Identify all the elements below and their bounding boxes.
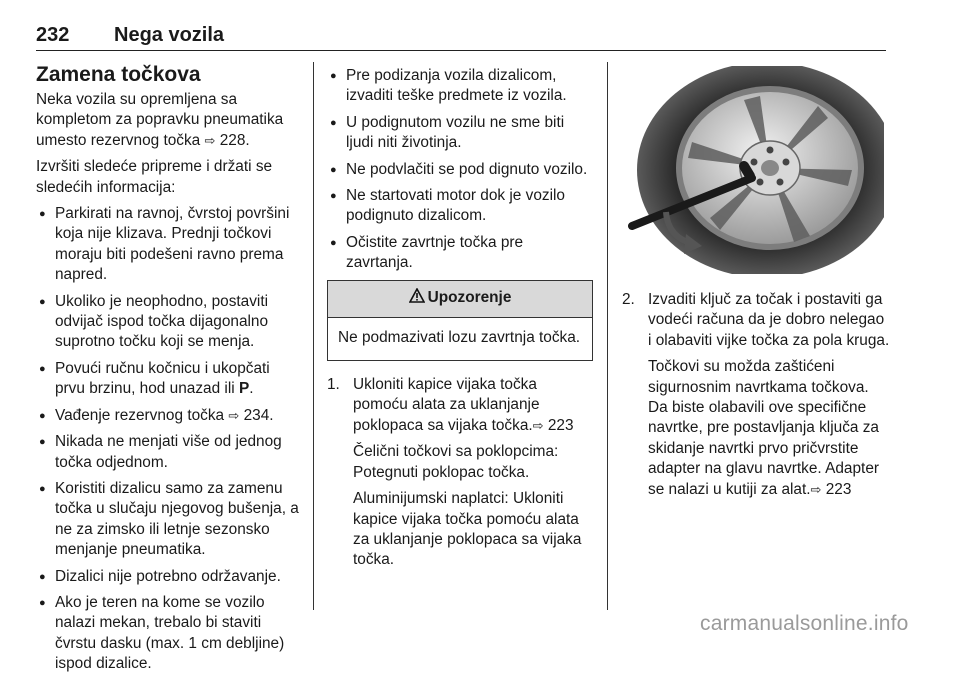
warning-title: Upozorenje — [427, 289, 512, 307]
warning-triangle-icon — [409, 288, 425, 309]
warning-header — [328, 281, 592, 318]
intro-paragraph: Neka vozila su opremljena sa kompletom za popravku pneumatika umesto rezervnog točka ⇨ 228. — [36, 91, 284, 149]
page-header — [36, 22, 886, 51]
list-item: ● Parkirati na ravnoj, čvrstoj površini koja nije klizava. Prednji točkovi moraju biti podešeni ravno prema napred. — [36, 204, 302, 286]
column-divider-left — [313, 62, 314, 610]
step-item: 2. Izvaditi ključ za točak i postaviti ga vodeći računa da je dobro nelegao i olabaviti vijke točka za pola kruga. Točkovi su možda zaštićeni sigurnosnim navrtkama točkova. Da biste olabavili ove specifične navrtke, pre postavljanja ključa za skidanje navrtki prvo pričvrstite adapter na glavu navrtke. Adapter se nalazi u kutiji za alat.⇨ 223 — [622, 291, 890, 498]
page-reference[interactable]: 228. — [219, 131, 250, 149]
reference-arrow-icon: ⇨ — [204, 132, 216, 148]
list-item: ● Ukoliko je neophodno, postaviti odvijač ispod točka dijagonalno suprotno točku koji se menja. — [36, 292, 302, 353]
list-item: ● U podignutom vozilu ne sme biti ljudi niti životinja. — [327, 113, 593, 154]
reference-arrow-icon: ⇨ — [228, 407, 240, 423]
steps-list — [622, 290, 890, 500]
list-item: ● Nikada ne menjati više od jednog točka odjednom. — [36, 432, 302, 473]
safety-list — [327, 66, 593, 274]
reference-arrow-icon: ⇨ — [532, 417, 544, 433]
warning-text: Ne podmazivati lozu zavrtnja točka. — [338, 328, 581, 346]
column-2 — [327, 66, 593, 577]
column-1 — [36, 62, 302, 681]
chapter-title: Nega vozila — [114, 24, 225, 46]
column-3 — [622, 290, 890, 506]
wheel-wrench-illustration — [622, 66, 884, 274]
page-reference[interactable]: 223 — [547, 416, 574, 434]
watermark-text: carmanualsonline.info — [700, 612, 909, 635]
gear-letter: P — [238, 380, 250, 398]
list-item: ● Povući ručnu kočnicu i ukopčati prvu brzinu, hod unazad ili P. — [36, 359, 302, 400]
reference-arrow-icon: ⇨ — [810, 481, 822, 497]
warning-box — [327, 280, 593, 361]
list-item: ● Dizalici nije potrebno održavanje. — [36, 567, 302, 587]
list-item: ● Koristiti dizalicu samo za zamenu točka u slučaju njegovog bušenja, a ne za zimsko ili letnje sezonsko menjanje pneumatika. — [36, 479, 302, 561]
step-number: 1. — [327, 376, 340, 394]
step-paragraph: Aluminijumski naplatci: Ukloniti kapice vijaka točka pomoću alata za uklanjanje poklopaca sa vijaka točka. — [353, 490, 582, 569]
page-reference[interactable]: 234. — [243, 406, 274, 424]
list-item: ● Očistite zavrtnje točka pre zavrtanja. — [327, 233, 593, 274]
list-item: ● Ne startovati motor dok je vozilo podignuto dizalicom. — [327, 186, 593, 227]
column-divider-right — [607, 62, 608, 610]
step-paragraph: Izvaditi ključ za točak i postaviti ga vodeći računa da je dobro nelegao i olabaviti vijke točka za pola kruga. — [648, 291, 890, 349]
steps-list — [327, 375, 593, 571]
page-number: 232 — [36, 24, 70, 46]
list-item: ● Ne podvlačiti se pod dignuto vozilo. — [327, 160, 593, 180]
list-item: ● Vađenje rezervnog točka ⇨ 234. — [36, 406, 302, 426]
list-item: ● Pre podizanja vozila dizalicom, izvaditi teške predmete iz vozila. — [327, 66, 593, 107]
prep-paragraph: Izvršiti sledeće pripreme i držati se sledećih informacija: — [36, 158, 273, 196]
step-item: 1. Ukloniti kapice vijaka točka pomoću alata za uklanjanje poklopaca sa vijaka točka.⇨ 223 Čelični točkovi sa poklopcima: Potegnuti poklopac točka. Aluminijumski naplatci: Ukloniti kapice vijaka točka pomoću alata za uklanjanje poklopaca sa vijaka točka. — [327, 375, 593, 571]
list-item: ● Ako je teren na kome se vozilo nalazi mekan, trebalo bi staviti čvrstu dasku (max. 1 cm debljine) ispod dizalice. — [36, 593, 302, 675]
step-paragraph: Čelični točkovi sa poklopcima: Potegnuti poklopac točka. — [353, 443, 559, 481]
page-reference[interactable]: 223 — [825, 480, 852, 498]
step-number: 2. — [622, 291, 635, 308]
preparation-list — [36, 204, 302, 675]
section-title: Zamena točkova — [36, 63, 201, 86]
